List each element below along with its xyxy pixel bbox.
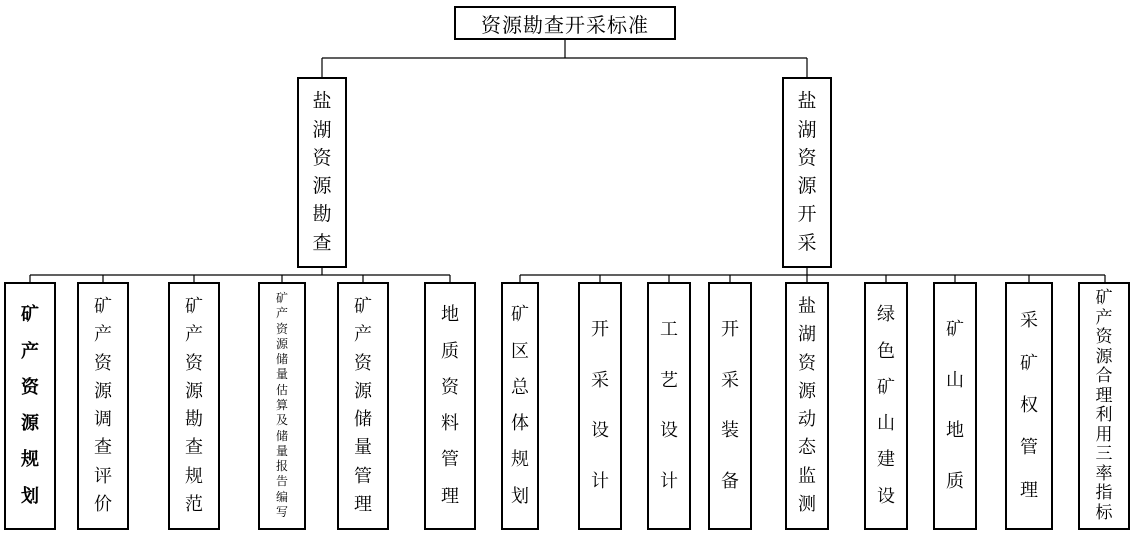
node-char: 指 [1095,483,1113,504]
node-char: 查 [185,437,203,459]
node-char: 源 [94,380,112,402]
leaf-node-geological-data-management [424,282,476,530]
node-char: 色 [877,340,895,362]
node-char: 标 [1095,502,1113,523]
node-char: 计 [591,471,609,493]
leaf-node-green-mine-construction [864,282,908,530]
node-char: 盐 [312,90,332,113]
node-char: 矿 [1020,352,1038,374]
node-char: 源 [185,380,203,402]
node-char: 开 [797,203,817,226]
node-char: 湖 [797,118,817,141]
leaf-node-exploration-specification [168,282,220,530]
node-char: 区 [511,340,529,362]
node-char: 评 [94,465,112,487]
node-char: 规 [185,465,203,487]
node-char: 质 [441,340,459,362]
node-char: 管 [1020,437,1038,459]
node-char: 总 [511,376,529,398]
node-char: 采 [591,369,609,391]
node-char: 理 [1095,385,1113,406]
node-char: 资 [354,352,372,374]
node-char: 规 [21,449,39,471]
node-char: 范 [185,493,203,515]
node-char: 合 [1095,366,1113,387]
node-char: 设 [660,420,678,442]
node-char: 产 [185,324,203,346]
node-char: 权 [1020,394,1038,416]
leaf-node-mining-rights-management [1005,282,1053,530]
node-char: 盐 [798,296,816,318]
category-node-mining [782,77,832,268]
node-char: 山 [877,413,895,435]
node-char: 资 [798,352,816,374]
node-char: 地 [946,420,964,442]
node-char: 写 [275,504,288,519]
node-char: 源 [275,336,288,351]
root-label: 资源勘查开采标准 [481,12,649,37]
node-char: 产 [1095,307,1113,328]
node-char: 划 [511,485,529,507]
node-char: 料 [441,413,459,435]
node-char: 率 [1095,463,1113,484]
node-char: 源 [354,380,372,402]
leaf-node-reserve-estimation-report [258,282,306,530]
node-char: 态 [798,437,816,459]
node-char: 资 [797,146,817,169]
node-char: 规 [511,449,529,471]
node-char: 采 [1020,310,1038,332]
leaf-node-mine-geology [933,282,977,530]
category-node-exploration [297,77,347,268]
node-char: 产 [275,306,288,321]
node-char: 算 [275,397,288,412]
node-char: 产 [21,340,39,362]
node-char: 源 [1095,346,1113,367]
node-char: 体 [511,413,529,435]
node-char: 查 [312,231,332,254]
leaf-node-reserve-management [337,282,389,530]
node-char: 储 [275,428,288,443]
node-char: 编 [275,489,288,504]
node-char: 资 [441,376,459,398]
node-char: 矿 [275,291,288,305]
node-char: 资 [1095,327,1113,348]
node-char: 管 [441,449,459,471]
node-char: 采 [721,369,739,391]
leaf-node-mineral-resource-planning [4,282,56,530]
node-char: 源 [312,175,332,198]
node-char: 管 [354,465,372,487]
node-char: 矿 [94,296,112,318]
node-char: 建 [877,449,895,471]
node-char: 备 [721,471,739,493]
node-char: 矿 [877,376,895,398]
node-char: 用 [1095,424,1113,445]
node-char: 矿 [21,304,39,326]
node-char: 计 [660,471,678,493]
leaf-node-mining-area-planning [501,282,539,530]
leaf-node-process-design [647,282,691,530]
node-char: 理 [441,485,459,507]
node-char: 理 [354,493,372,515]
node-char: 矿 [185,296,203,318]
node-char: 开 [591,318,609,340]
node-char: 查 [94,437,112,459]
root-node [454,6,676,40]
node-char: 源 [797,175,817,198]
leaf-node-three-rate-indicators [1078,282,1130,530]
node-char: 产 [94,324,112,346]
node-char: 资 [185,352,203,374]
node-char: 理 [1020,479,1038,501]
node-char: 报 [275,459,288,474]
node-char: 三 [1095,444,1113,465]
node-char: 矿 [1095,288,1113,308]
leaf-node-mining-design [578,282,622,530]
node-char: 量 [275,367,288,382]
leaf-node-dynamic-monitoring [785,282,829,530]
node-char: 勘 [312,203,332,226]
node-char: 装 [721,420,739,442]
node-char: 资 [94,352,112,374]
node-char: 利 [1095,405,1113,426]
node-char: 资 [312,146,332,169]
node-char: 工 [660,318,678,340]
node-char: 绿 [877,304,895,326]
node-char: 储 [354,409,372,431]
node-char: 测 [798,493,816,515]
node-char: 动 [798,409,816,431]
node-char: 估 [275,382,288,397]
node-char: 矿 [946,318,964,340]
node-char: 设 [877,485,895,507]
node-char: 设 [591,420,609,442]
node-char: 勘 [185,409,203,431]
node-char: 盐 [797,90,817,113]
node-char: 矿 [511,304,529,326]
node-char: 资 [21,376,39,398]
node-char: 产 [354,324,372,346]
node-char: 湖 [312,118,332,141]
node-char: 量 [275,443,288,458]
node-char: 开 [721,318,739,340]
node-char: 储 [275,352,288,367]
node-char: 艺 [660,369,678,391]
node-char: 山 [946,369,964,391]
node-char: 调 [94,409,112,431]
node-char: 监 [798,465,816,487]
node-char: 地 [441,304,459,326]
node-char: 源 [21,413,39,435]
node-char: 及 [275,413,288,428]
node-char: 采 [797,231,817,254]
node-char: 源 [798,380,816,402]
node-char: 划 [21,485,39,507]
node-char: 告 [275,474,288,489]
leaf-node-mineral-survey-evaluation [77,282,129,530]
node-char: 矿 [354,296,372,318]
node-char: 价 [94,493,112,515]
node-char: 湖 [798,324,816,346]
node-char: 资 [275,321,288,336]
leaf-node-mining-equipment [708,282,752,530]
node-char: 质 [946,471,964,493]
node-char: 量 [354,437,372,459]
